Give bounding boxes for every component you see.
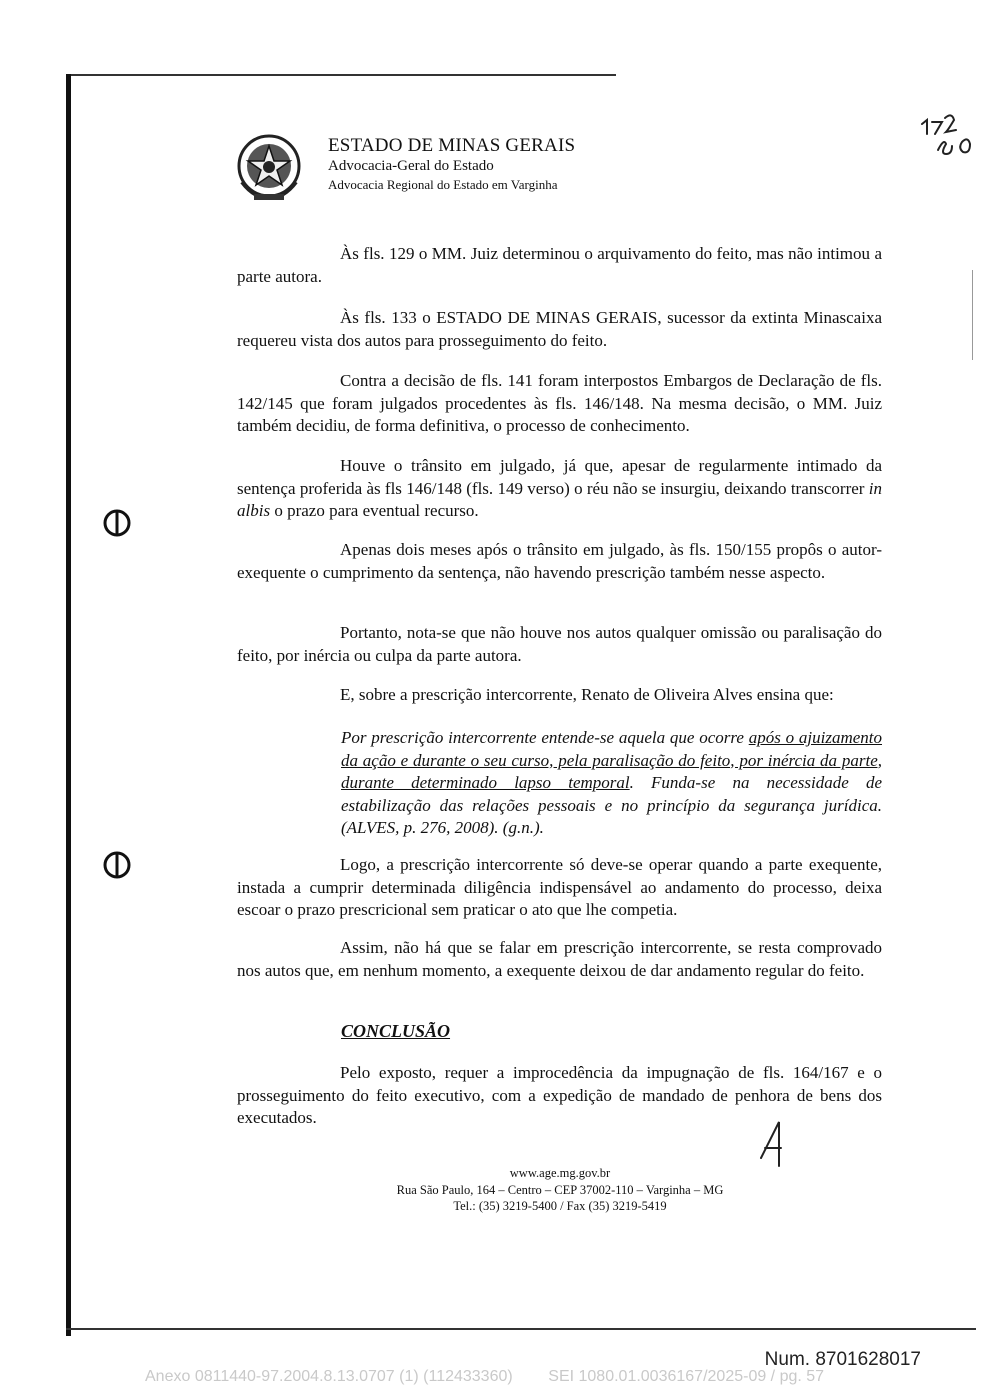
coat-of-arms-icon [234,132,304,204]
annex-reference-stamp: Anexo 0811440-97.2004.8.13.0707 (1) (112433360) SEI 1080.01.0036167/2025-09 / pg. 57 [145,1368,825,1385]
paragraph-5: Apenas dois meses após o trânsito em julgado, às fls. 150/155 propôs o autor-exequente o cumprimento da sentença, não havendo prescrição também nesse aspecto. [237,540,882,582]
bottom-border-line [66,1328,976,1330]
header-title: ESTADO DE MINAS GERAIS [328,135,576,156]
document-number-stamp: Num. 8701628017 [764,1349,921,1370]
paragraph-2: Às fls. 133 o ESTADO DE MINAS GERAIS, sucessor da extinta Minascaixa requereu vista dos autos para prosseguimento do feito. [237,308,882,350]
footer-address: Rua São Paulo, 164 – Centro – CEP 37002-110 – Varginha – MG [396,1183,724,1197]
punch-hole-icon [103,851,131,879]
paragraph-4: Houve o trânsito em julgado, já que, apesar de regularmente intimado da sentença proferida às fls 146/148 (fls. 149 verso) o réu não se insurgiu, deixando transcorrer in albis o prazo para eventual recurso. [237,456,882,520]
conclusion-heading: CONCLUSÃO [341,1021,451,1041]
paragraph-3: Contra a decisão de fls. 141 foram interpostos Embargos de Declaração de fls. 142/145 que foram julgados procedentes às fls. 146/148. Na mesma decisão, o MM. Juiz também decidiu, de forma definitiva, o processo de conhecimento. [237,371,882,435]
header-subtitle-regional: Advocacia Regional do Estado em Varginha [328,177,558,192]
right-scan-mark [972,270,973,360]
handwritten-page-number [918,108,978,165]
footer-website: www.age.mg.gov.br [509,1166,611,1180]
punch-hole-icon [103,509,131,537]
left-scan-edge [66,74,71,1336]
header-subtitle-agency: Advocacia-Geral do Estado [328,158,494,174]
paragraph-1: Às fls. 129 o MM. Juiz determinou o arquivamento do feito, mas não intimou a parte autora. [237,244,882,286]
paragraph-9: Assim, não há que se falar em prescrição intercorrente, se resta comprovado nos autos que, em nenhum momento, a exequente deixou de dar andamento regular do feito. [237,938,882,980]
top-border-line [66,74,616,76]
citation-quote: Por prescrição intercorrente entende-se aquela que ocorre após o ajuizamento da ação e durante o seu curso, pela paralisação do feito, por inércia da parte, durante determinado lapso temporal. Funda-se na necessidade de estabilização das relações pessoais e no princípio da segurança jurídica. (ALVES, p. 276, 2008). (g.n.). [341,728,882,837]
paragraph-6: Portanto, nota-se que não houve nos autos qualquer omissão ou paralisação do feito, por inércia ou culpa da parte autora. [237,623,882,665]
paragraph-8: Logo, a prescrição intercorrente só deve-se operar quando a parte exequente, instada a cumprir determinada diligência indispensável ao andamento do processo, deixa escoar o prazo prescricional sem praticar o ato que lhe competia. [237,855,882,919]
footer-phone: Tel.: (35) 3219-5400 / Fax (35) 3219-5419 [453,1199,667,1213]
paragraph-7: E, sobre a prescrição intercorrente, Renato de Oliveira Alves ensina que: [340,685,834,704]
paragraph-10: Pelo exposto, requer a improcedência da impugnação de fls. 164/167 e o prosseguimento do feito executivo, com a expedição de mandado de penhora de bens dos executados. [237,1063,882,1127]
